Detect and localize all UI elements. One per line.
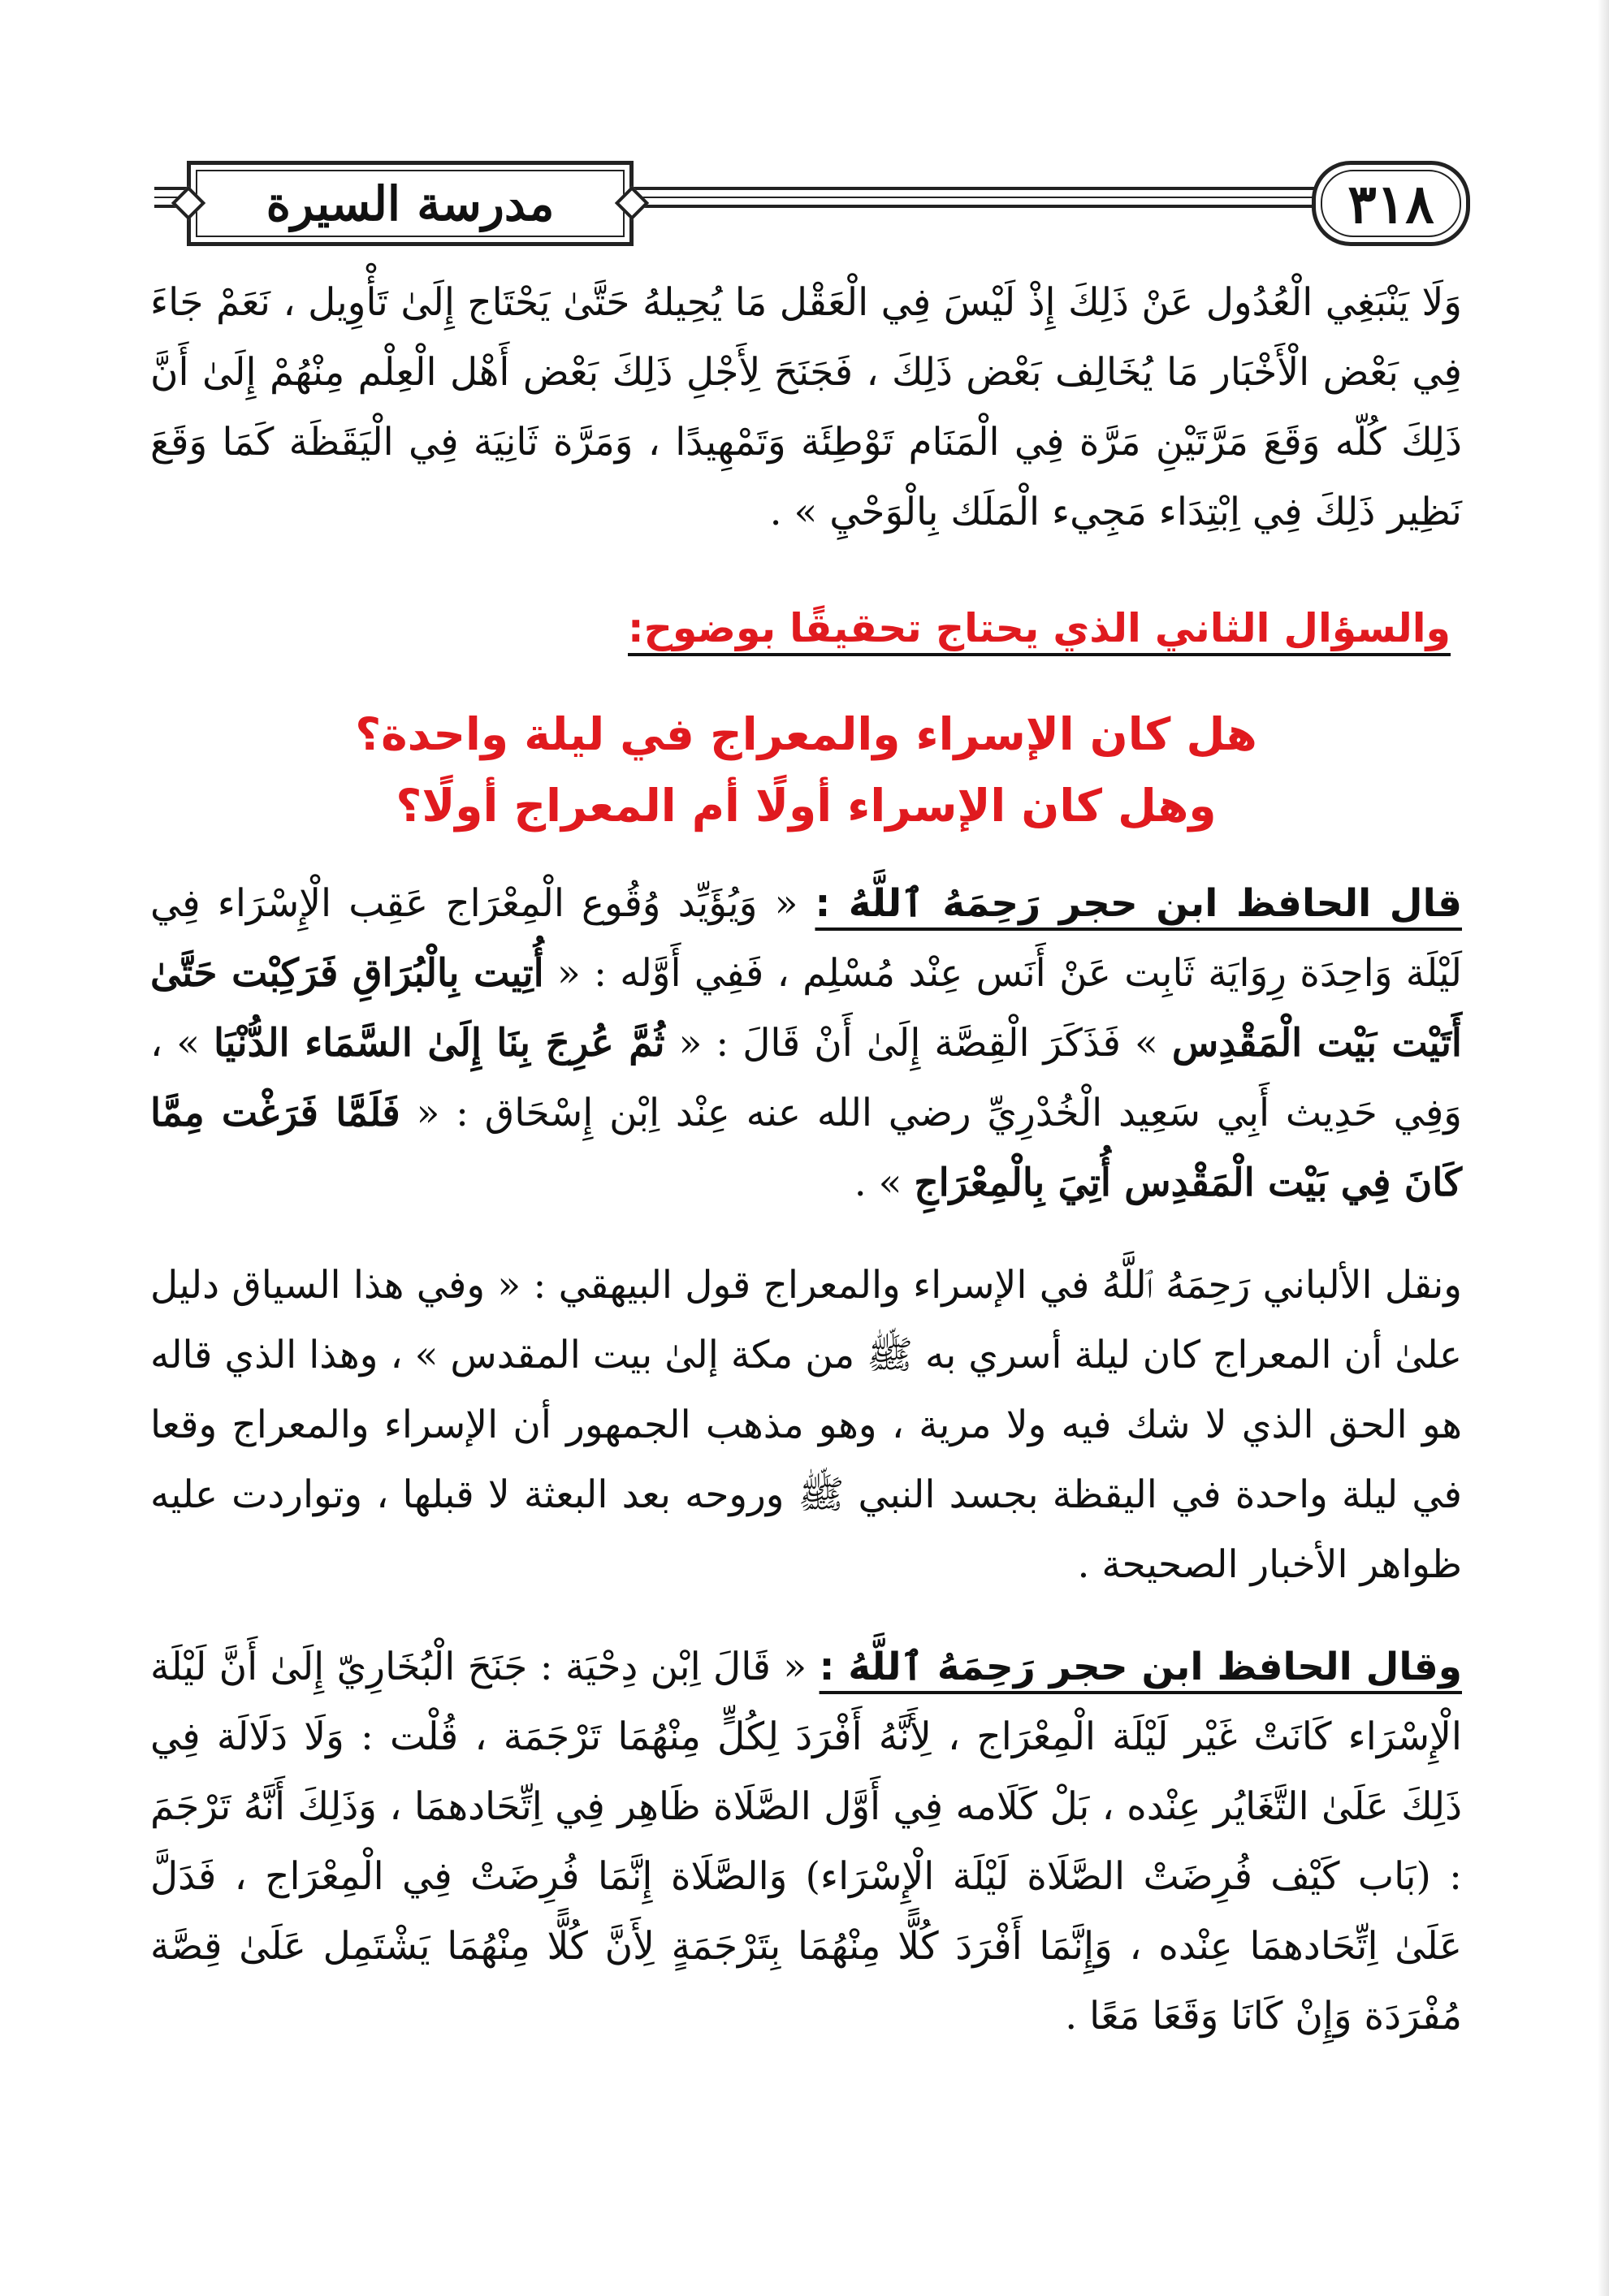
section-heading-text: والسؤال الثاني الذي يحتاج تحقيقًا بوضوح:	[628, 605, 1451, 651]
page-header	[154, 154, 1434, 252]
paragraph-2-part-1: « وَيُؤَيِّد وُقُوع الْمِعْرَاج عَقِب الْإِسْرَاء فِي لَيْلَة وَاحِدَة رِوَايَة ثَابِت عَنْ أَنَس عِنْد مُسْلِم ، فَفِي أَوَّله : «	[150, 881, 1462, 996]
paragraph-1	[150, 268, 1462, 547]
book-title-cartouche	[187, 161, 634, 246]
paragraph-3	[150, 1251, 1462, 1600]
question-2: وهل كان الإسراء أولًا أم المعراج أولًا؟	[396, 780, 1217, 832]
paragraph-4	[150, 1632, 1462, 2052]
paragraph-4-body: « قَالَ اِبْن دِحْيَة : جَنَحَ الْبُخَارِيّ إِلَىٰ أَنَّ لَيْلَة الْإِسْرَاء كَانَتْ غَيْر لَيْلَة الْمِعْرَاج ، لِأَنَّهُ أَفْرَدَ لِكُلٍّ مِنْهُمَا تَرْجَمَة ، قُلْت : وَلَا دَلَالَة فِي ذَلِكَ عَلَىٰ التَّغَايُر عِنْده ، بَلْ كَلَامه فِي أَوَّل الصَّلَاة ظَاهِر فِي اِتِّحَادهمَا ، وَذَلِكَ أَنَّهُ تَرْجَمَ : (بَاب كَيْف فُرِضَتْ الصَّلَاة لَيْلَة الْإِسْرَاء) وَالصَّلَاة إِنَّمَا فُرِضَتْ فِي الْمِعْرَاج ، فَدَلَّ عَلَىٰ اِتِّحَادهمَا عِنْده ، وَإِنَّمَا أَفْرَدَ كُلًّا مِنْهُمَا بِتَرْجَمَةٍ لِأَنَّ كُلًّا مِنْهُمَا يَشْتَمِل عَلَىٰ قِصَّة مُفْرَدَة وَإِنْ كَانَا وَقَعَا مَعًا .	[150, 1645, 1462, 2039]
paragraph-2-part-4: » .	[854, 1161, 915, 1205]
paragraph-1-text: وَلَا يَنْبَغِي الْعُدُول عَنْ ذَلِكَ إِذْ لَيْسَ فِي الْعَقْل مَا يُحِيلهُ حَتَّىٰ يَحْتَاج إِلَىٰ تَأْوِيل ، نَعَمْ جَاءَ فِي بَعْض الْأَخْبَار مَا يُخَالِف بَعْض ذَلِكَ ، فَجَنَحَ لِأَجْلِ ذَلِكَ بَعْض أَهْل الْعِلْم مِنْهُمْ إِلَىٰ أَنَّ ذَلِكَ كُلّه وَقَعَ مَرَّتَيْنِ مَرَّة فِي الْمَنَام تَوْطِئَة وَتَمْهِيدًا ، وَمَرَّة ثَانِيَة فِي الْيَقَظَة كَمَا وَقَعَ نَظِير ذَلِكَ فِي اِبْتِدَاء مَجِيء الْمَلَك بِالْوَحْيِ » .	[150, 280, 1462, 534]
paragraph-2-lead: قال الحافظ ابن حجر رَحِمَهُ ٱللَّهُ :	[815, 881, 1462, 926]
cartouche-ornament-right	[615, 186, 649, 220]
book-title: مدرسة السيرة	[266, 175, 555, 231]
questions-block	[150, 698, 1462, 841]
paragraph-2-part-2: » فَذَكَرَ الْقِصَّة إِلَىٰ أَنْ قَالَ : «	[664, 1021, 1172, 1066]
hadith-quote-3: فَلَمَّا فَرَغْت مِمَّا كَانَ فِي بَيْت الْمَقْدِس أُتِيَ بِالْمِعْرَاجِ	[150, 1091, 1462, 1205]
question-1: هل كان الإسراء والمعراج في ليلة واحدة؟	[355, 708, 1257, 760]
section-heading	[628, 605, 1451, 651]
hadith-quote-2: ثُمَّ عُرِجَ بِنَا إِلَىٰ السَّمَاء الدُّنْيَا	[213, 1021, 665, 1066]
paragraph-4-lead: وقال الحافظ ابن حجر رَحِمَهُ ٱللَّهُ :	[819, 1645, 1462, 1689]
paragraph-2	[150, 869, 1462, 1218]
page-number: ٣١٨	[1347, 171, 1434, 236]
paragraph-2-part-3: » ، وَفِي حَدِيث أَبِي سَعِيد الْخُدْرِيِّ رضي الله عنه عِنْد اِبْن إِسْحَاق : «	[150, 1021, 1462, 1135]
page-edge-shadow	[1598, 0, 1609, 2296]
hadith-quote-1: أُتِيت بِالْبُرَاقِ فَرَكِبْت حَتَّىٰ أَتَيْت بَيْت الْمَقْدِس	[150, 951, 1462, 1066]
cartouche-ornament-left	[171, 186, 205, 220]
paragraph-3-text: ونقل الألباني رَحِمَهُ ٱللَّهُ في الإسراء والمعراج قول البيهقي : « وفي هذا السياق دليل علىٰ أن المعراج كان ليلة أسري به ﷺ من مكة إلىٰ بيت المقدس » ، وهذا الذي قاله هو الحق الذي لا شك فيه ولا مرية ، وهو مذهب الجمهور أن الإسراء والمعراج وقعا في ليلة واحدة في اليقظة بجسد النبي ﷺ وروحه بعد البعثة لا قبلها ، وتواردت عليه ظواهر الأخبار الصحيحة .	[150, 1263, 1462, 1587]
page-number-badge	[1312, 161, 1470, 246]
